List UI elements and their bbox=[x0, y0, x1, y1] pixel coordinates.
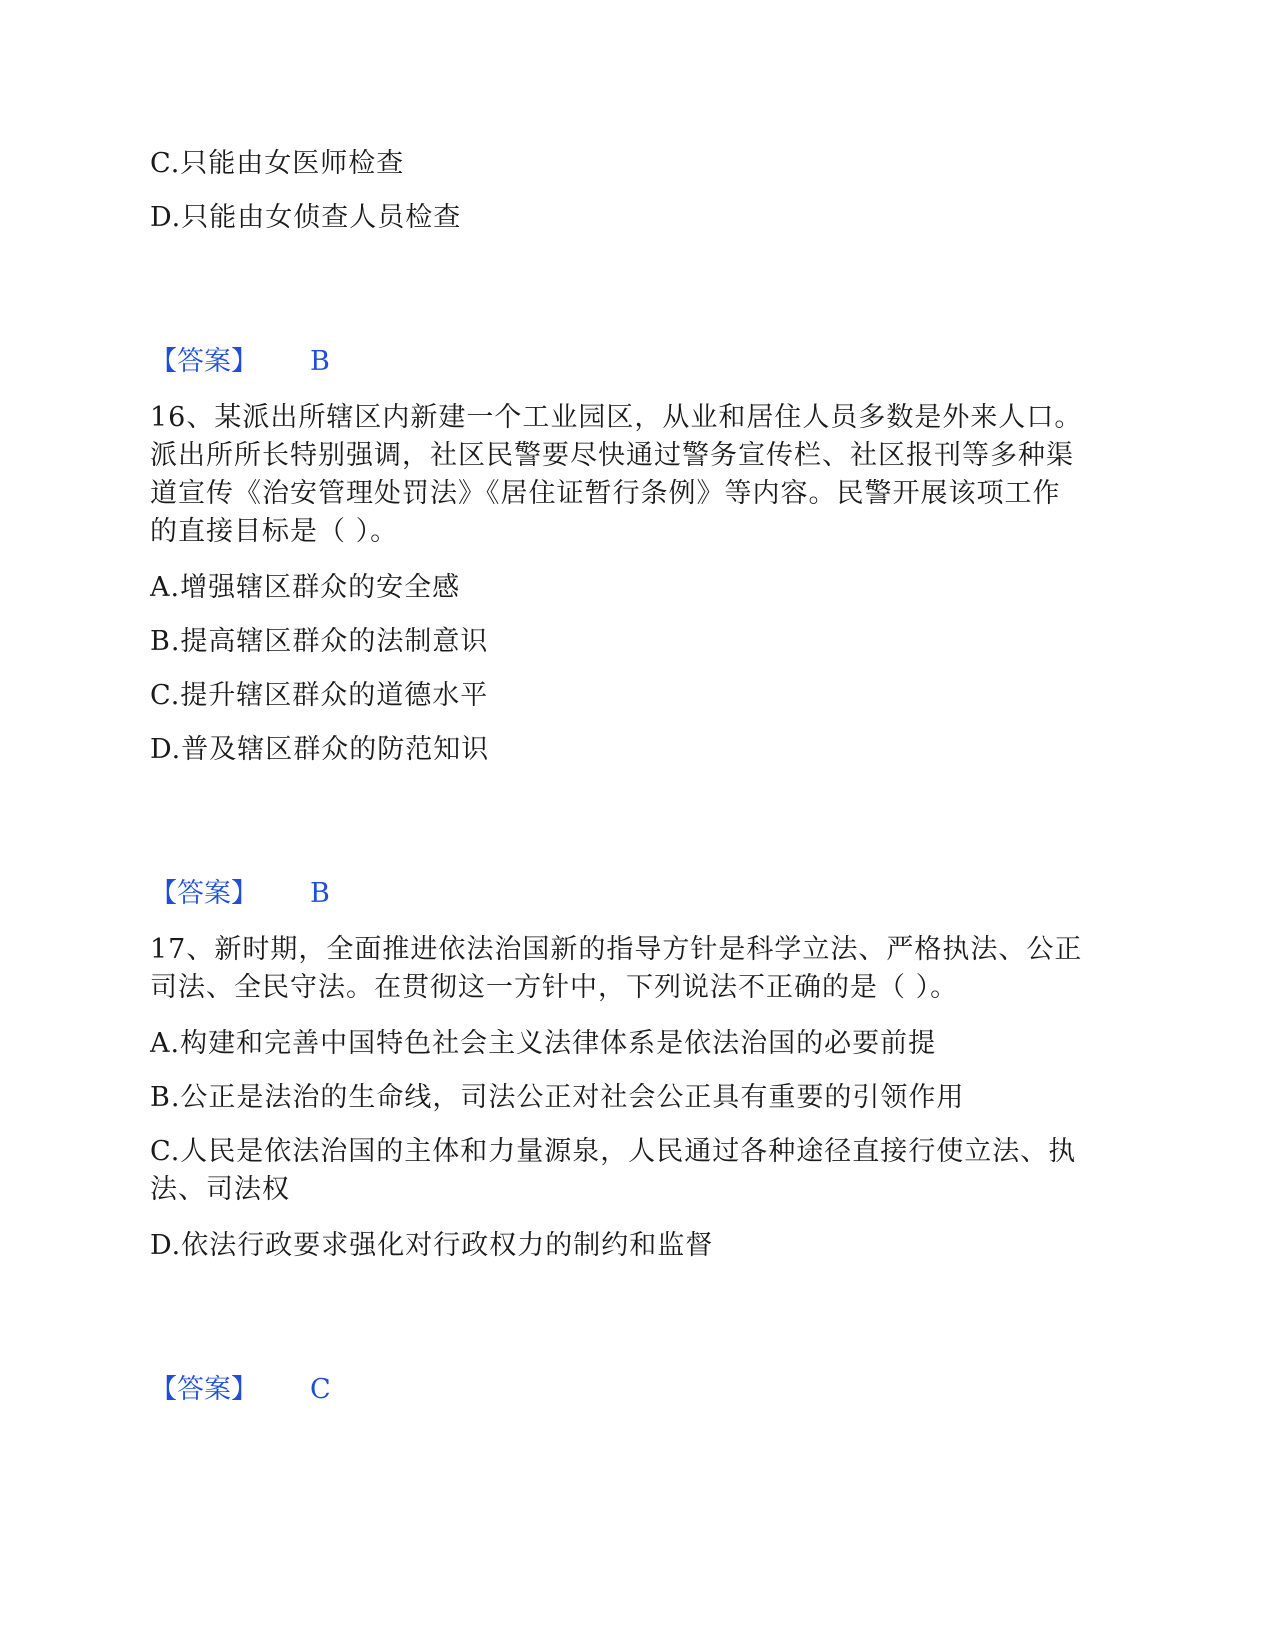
answer-value: C bbox=[310, 1374, 331, 1405]
q16-option-d: D.普及辖区群众的防范知识 bbox=[150, 734, 490, 765]
q17-option-c-line-2: 法、司法权 bbox=[150, 1174, 290, 1205]
q15-answer bbox=[150, 342, 330, 382]
q17-stem-line-2: 司法、全民守法。在贯彻这一方针中，下列说法不正确的是（ ）。 bbox=[150, 972, 959, 1003]
answer-label: 【答案】 bbox=[150, 346, 258, 377]
q16-option-c: C.提升辖区群众的道德水平 bbox=[150, 680, 489, 711]
q17-answer bbox=[150, 1370, 331, 1410]
q15-option-d: D.只能由女侦查人员检查 bbox=[150, 202, 462, 233]
q16-stem-line-1: 16、某派出所辖区内新建一个工业园区，从业和居住人员多数是外来人口。 bbox=[150, 402, 1083, 433]
q17-option-a: A.构建和完善中国特色社会主义法律体系是依法治国的必要前提 bbox=[150, 1028, 937, 1059]
q17-option-d: D.依法行政要求强化对行政权力的制约和监督 bbox=[150, 1230, 714, 1261]
answer-label: 【答案】 bbox=[150, 878, 258, 909]
answer-value: B bbox=[310, 878, 330, 909]
q16-option-b: B.提高辖区群众的法制意识 bbox=[150, 626, 489, 657]
q16-option-a: A.增强辖区群众的安全感 bbox=[150, 572, 461, 603]
q16-stem-line-4: 的直接目标是（ ）。 bbox=[150, 516, 399, 547]
q16-stem-line-2: 派出所所长特别强调，社区民警要尽快通过警务宣传栏、社区报刊等多种渠 bbox=[150, 440, 1074, 471]
q16-stem-line-3: 道宣传《治安管理处罚法》《居住证暂行条例》等内容。民警开展该项工作 bbox=[150, 478, 1061, 509]
answer-label: 【答案】 bbox=[150, 1374, 258, 1405]
q17-option-b: B.公正是法治的生命线，司法公正对社会公正具有重要的引领作用 bbox=[150, 1082, 965, 1113]
q16-answer bbox=[150, 874, 330, 914]
q15-option-c: C.只能由女医师检查 bbox=[150, 148, 405, 179]
answer-value: B bbox=[310, 346, 330, 377]
q17-stem-line-1: 17、新时期，全面推进依法治国新的指导方针是科学立法、严格执法、公正 bbox=[150, 934, 1083, 965]
q17-option-c-line-1: C.人民是依法治国的主体和力量源泉，人民通过各种途径直接行使立法、执 bbox=[150, 1136, 1077, 1167]
